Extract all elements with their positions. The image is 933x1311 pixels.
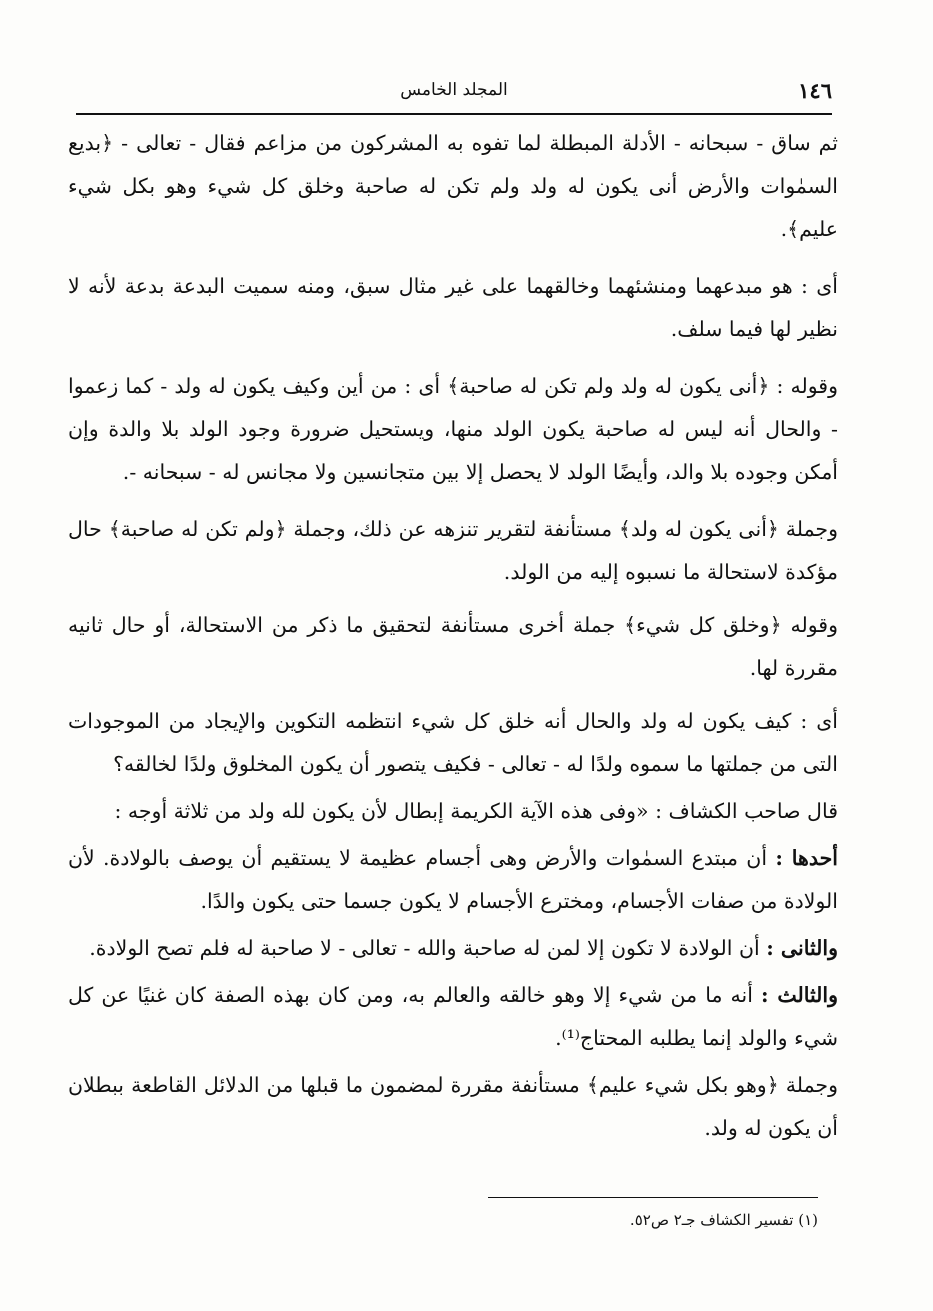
paragraph bbox=[68, 508, 838, 594]
page-header bbox=[76, 74, 832, 108]
paragraph-text: أى : كيف يكون له ولد والحال أنه خلق كل شيء انتظمه التكوين والإيجاد من الموجودات التى من جملتها ما سموه ولدًا له - تعالى - فكيف يتصور أن يكون المخلوق ولدًا لخالقه؟ bbox=[68, 709, 838, 776]
paragraph-text: وجملة ﴿أنى يكون له ولد﴾ مستأنفة لتقرير تنزهه عن ذلك، وجملة ﴿ولم تكن له صاحبة﴾ حال مؤكدة لاستحالة ما نسبوه إليه من الولد. bbox=[68, 517, 838, 584]
paragraph-text: أن مبتدع السمٰوات والأرض وهى أجسام عظيمة لا يستقيم أن يوصف بالولادة. لأن الولادة من صفات الأجسام، ومخترع الأجسام لا يكون جسما حتى يكون والدًا. bbox=[68, 846, 838, 913]
paragraph bbox=[68, 700, 838, 786]
paragraph bbox=[68, 365, 838, 494]
page-number: ١٤٦ bbox=[798, 78, 832, 103]
paragraph bbox=[68, 604, 838, 690]
paragraph-lead: أحدها : bbox=[775, 846, 838, 870]
paragraph-lead: والثالث : bbox=[761, 983, 838, 1007]
footnote-divider bbox=[488, 1197, 818, 1198]
paragraph bbox=[68, 927, 838, 970]
paragraph-text: وجملة ﴿وهو بكل شيء عليم﴾ مستأنفة مقررة لمضمون ما قبلها من الدلائل القاطعة ببطلان أن يكون له ولد. bbox=[68, 1073, 838, 1140]
footnote: (١) تفسير الكشاف جـ٢ ص٥٢. bbox=[629, 1211, 818, 1229]
volume-title: المجلد الخامس bbox=[400, 80, 508, 100]
header-divider bbox=[76, 113, 832, 115]
paragraph-text: أن الولادة لا تكون إلا لمن له صاحبة والله - تعالى - لا صاحبة له فلم تصح الولادة. bbox=[89, 936, 767, 960]
paragraph-text: أنه ما من شيء إلا وهو خالقه والعالم به، ومن كان بهذه الصفة كان غنيًا عن كل شيء والولد إنما يطلبه المحتاج⁽¹⁾. bbox=[68, 983, 838, 1050]
paragraph bbox=[68, 122, 838, 251]
paragraph bbox=[68, 1064, 838, 1150]
paragraph-text: وقوله : ﴿أنى يكون له ولد ولم تكن له صاحبة﴾ أى : من أين وكيف يكون له ولد - كما زعموا - والحال أنه ليس له صاحبة يكون الولد منها، ويستحيل ضرورة وجود الولد بلا والدة وإن أمكن وجوده بلا والد، وأيضًا الولد لا يحصل إلا بين متجانسين ولا مجانس له - سبحانه -. bbox=[68, 374, 838, 484]
paragraph-text: قال صاحب الكشاف : «وفى هذه الآية الكريمة إبطال لأن يكون لله ولد من ثلاثة أوجه : bbox=[114, 799, 838, 823]
paragraph-text: ثم ساق - سبحانه - الأدلة المبطلة لما تفوه به المشركون من مزاعم فقال - تعالى - ﴿بديع السمٰوات والأرض أنى يكون له ولد ولم تكن له صاحبة وخلق كل شيء وهو بكل شيء عليم﴾. bbox=[68, 131, 838, 241]
paragraph bbox=[68, 974, 838, 1060]
paragraph bbox=[68, 837, 838, 923]
body-text bbox=[68, 122, 838, 1150]
paragraph-text: أى : هو مبدعهما ومنشئهما وخالقهما على غير مثال سبق، ومنه سميت البدعة بدعة لأنه لا نظير لها فيما سلف. bbox=[68, 274, 838, 341]
paragraph-lead: والثانى : bbox=[766, 936, 838, 960]
paragraph-text: وقوله ﴿وخلق كل شيء﴾ جملة أخرى مستأنفة لتحقيق ما ذكر من الاستحالة، أو حال ثانيه مقررة لها. bbox=[68, 613, 838, 680]
paragraph bbox=[68, 265, 838, 351]
paragraph bbox=[68, 790, 838, 833]
